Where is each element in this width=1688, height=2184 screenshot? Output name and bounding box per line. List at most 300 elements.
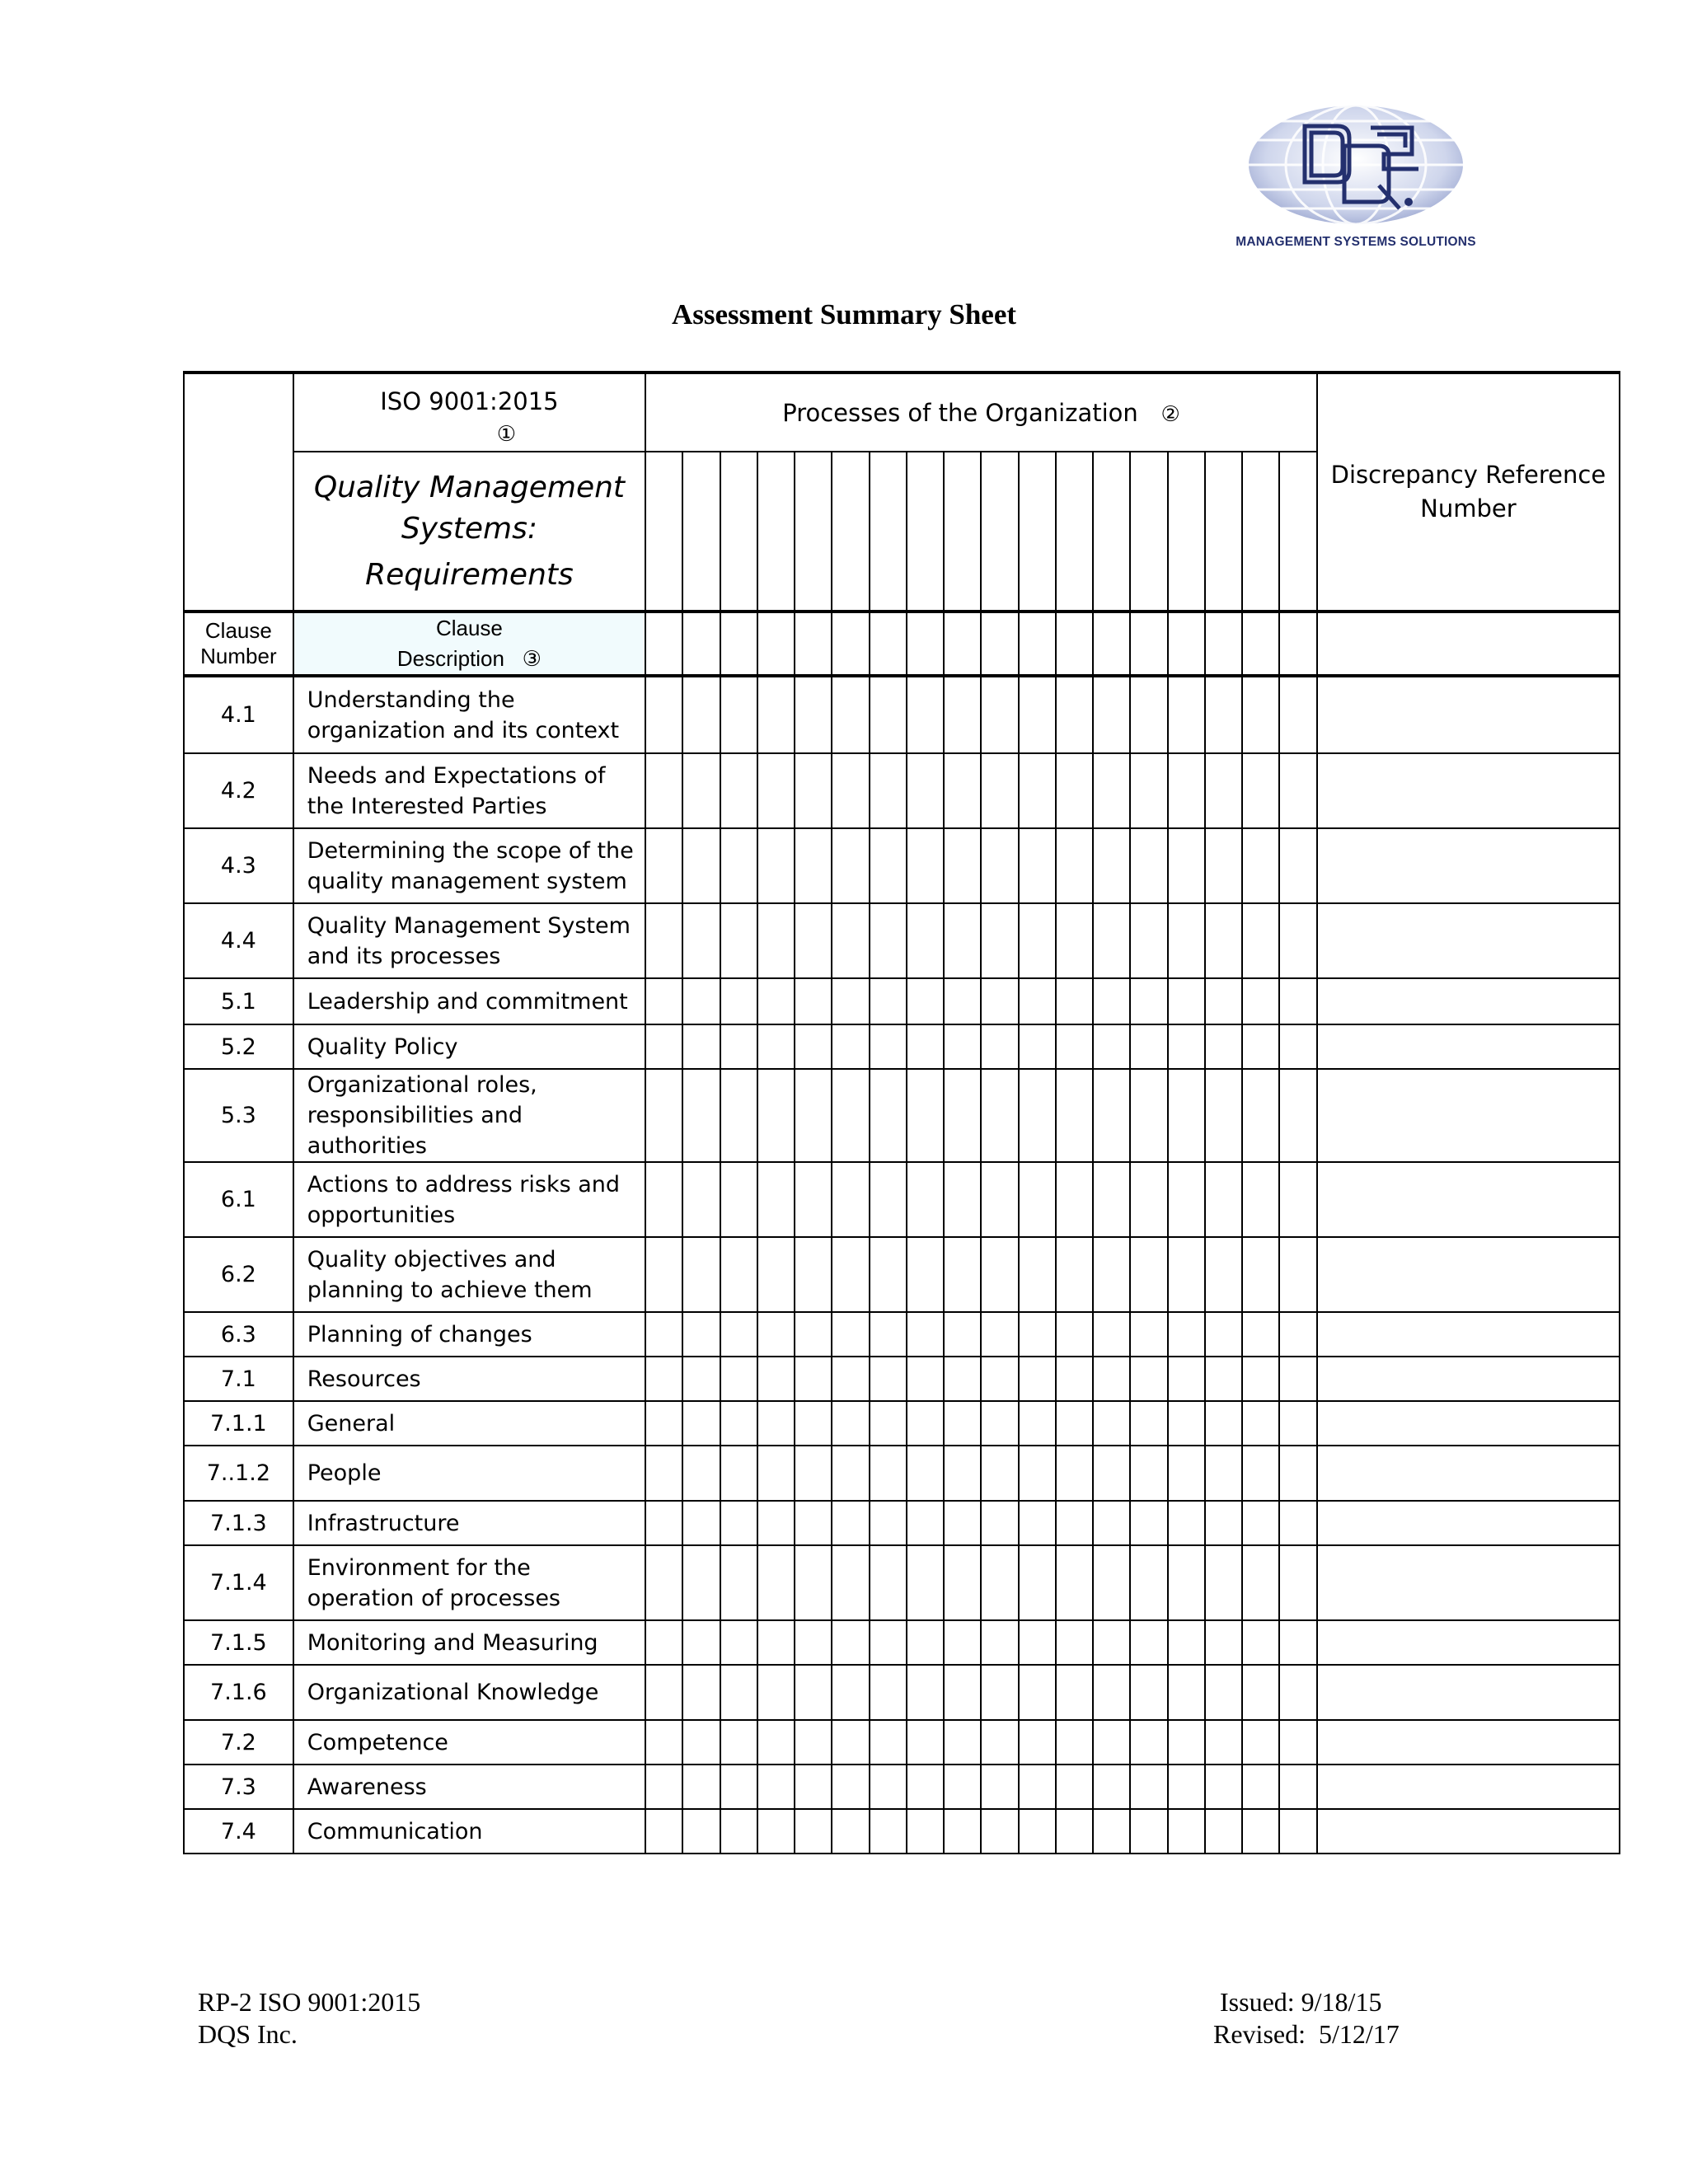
process-check-cell[interactable] <box>682 1237 720 1312</box>
process-check-cell[interactable] <box>1093 1024 1130 1069</box>
process-check-cell[interactable] <box>1019 1620 1056 1665</box>
discrepancy-reference-cell[interactable] <box>1317 1720 1620 1765</box>
process-check-cell[interactable] <box>645 1401 682 1446</box>
process-check-cell[interactable] <box>645 1162 682 1237</box>
process-check-cell[interactable] <box>1242 1024 1279 1069</box>
process-header-cell-11[interactable] <box>1019 612 1056 676</box>
process-check-cell[interactable] <box>1056 828 1093 903</box>
process-check-cell[interactable] <box>682 1720 720 1765</box>
process-check-cell[interactable] <box>1056 1545 1093 1620</box>
process-check-cell[interactable] <box>1019 978 1056 1024</box>
process-check-cell[interactable] <box>795 1765 832 1809</box>
process-check-cell[interactable] <box>1168 1620 1205 1665</box>
process-check-cell[interactable] <box>795 1162 832 1237</box>
process-check-cell[interactable] <box>1279 903 1316 978</box>
process-check-cell[interactable] <box>795 1312 832 1357</box>
process-check-cell[interactable] <box>1130 1357 1167 1401</box>
process-check-cell[interactable] <box>682 1809 720 1854</box>
process-check-cell[interactable] <box>1168 1809 1205 1854</box>
process-check-cell[interactable] <box>832 828 869 903</box>
process-header-cell-1[interactable] <box>645 612 682 676</box>
process-check-cell[interactable] <box>795 1501 832 1545</box>
process-check-cell[interactable] <box>795 978 832 1024</box>
process-check-cell[interactable] <box>907 1024 944 1069</box>
process-check-cell[interactable] <box>870 1237 907 1312</box>
process-check-cell[interactable] <box>720 753 757 828</box>
process-header-cell-17[interactable] <box>1242 612 1279 676</box>
discrepancy-reference-cell[interactable] <box>1317 828 1620 903</box>
process-check-cell[interactable] <box>795 1024 832 1069</box>
process-check-cell[interactable] <box>1279 1720 1316 1765</box>
process-check-cell[interactable] <box>1130 1665 1167 1720</box>
process-check-cell[interactable] <box>720 1401 757 1446</box>
process-check-cell[interactable] <box>1056 1665 1093 1720</box>
process-check-cell[interactable] <box>757 1545 795 1620</box>
process-check-cell[interactable] <box>1168 676 1205 753</box>
process-check-cell[interactable] <box>1242 903 1279 978</box>
process-check-cell[interactable] <box>757 676 795 753</box>
process-check-cell[interactable] <box>1205 1237 1242 1312</box>
process-check-cell[interactable] <box>682 1069 720 1162</box>
process-check-cell[interactable] <box>1093 828 1130 903</box>
process-check-cell[interactable] <box>795 1545 832 1620</box>
process-name-cell-8[interactable] <box>907 452 944 612</box>
process-check-cell[interactable] <box>1093 1312 1130 1357</box>
process-check-cell[interactable] <box>645 1069 682 1162</box>
process-check-cell[interactable] <box>720 1545 757 1620</box>
process-check-cell[interactable] <box>1093 1665 1130 1720</box>
process-header-cell-13[interactable] <box>1093 612 1130 676</box>
process-check-cell[interactable] <box>682 1765 720 1809</box>
process-name-cell-3[interactable] <box>720 452 757 612</box>
process-check-cell[interactable] <box>870 828 907 903</box>
process-check-cell[interactable] <box>1093 1809 1130 1854</box>
process-check-cell[interactable] <box>1056 903 1093 978</box>
process-check-cell[interactable] <box>907 1162 944 1237</box>
process-check-cell[interactable] <box>1205 1501 1242 1545</box>
process-check-cell[interactable] <box>1242 978 1279 1024</box>
process-check-cell[interactable] <box>981 1720 1018 1765</box>
process-check-cell[interactable] <box>645 978 682 1024</box>
process-check-cell[interactable] <box>944 1069 981 1162</box>
process-check-cell[interactable] <box>1242 1809 1279 1854</box>
process-check-cell[interactable] <box>907 676 944 753</box>
process-check-cell[interactable] <box>1019 1765 1056 1809</box>
discrepancy-reference-cell[interactable] <box>1317 1765 1620 1809</box>
process-check-cell[interactable] <box>870 1620 907 1665</box>
process-check-cell[interactable] <box>870 1809 907 1854</box>
process-check-cell[interactable] <box>944 828 981 903</box>
process-check-cell[interactable] <box>720 1069 757 1162</box>
process-header-cell-5[interactable] <box>795 612 832 676</box>
process-check-cell[interactable] <box>1168 1665 1205 1720</box>
process-check-cell[interactable] <box>1130 753 1167 828</box>
process-check-cell[interactable] <box>981 1069 1018 1162</box>
process-check-cell[interactable] <box>1019 676 1056 753</box>
process-name-cell-13[interactable] <box>1093 452 1130 612</box>
process-name-cell-5[interactable] <box>795 452 832 612</box>
process-check-cell[interactable] <box>944 1357 981 1401</box>
process-check-cell[interactable] <box>720 1446 757 1501</box>
process-check-cell[interactable] <box>757 903 795 978</box>
process-check-cell[interactable] <box>1242 1162 1279 1237</box>
process-check-cell[interactable] <box>1205 1809 1242 1854</box>
process-header-cell-16[interactable] <box>1205 612 1242 676</box>
process-check-cell[interactable] <box>795 676 832 753</box>
process-check-cell[interactable] <box>1205 828 1242 903</box>
process-check-cell[interactable] <box>1019 1501 1056 1545</box>
process-check-cell[interactable] <box>1168 1545 1205 1620</box>
process-check-cell[interactable] <box>907 828 944 903</box>
process-check-cell[interactable] <box>1130 1069 1167 1162</box>
process-check-cell[interactable] <box>1242 1237 1279 1312</box>
process-check-cell[interactable] <box>1242 1312 1279 1357</box>
process-name-cell-15[interactable] <box>1168 452 1205 612</box>
process-check-cell[interactable] <box>1019 1069 1056 1162</box>
process-header-cell-6[interactable] <box>832 612 869 676</box>
process-check-cell[interactable] <box>907 1312 944 1357</box>
process-check-cell[interactable] <box>682 1357 720 1401</box>
process-check-cell[interactable] <box>682 1312 720 1357</box>
process-check-cell[interactable] <box>1168 1765 1205 1809</box>
process-check-cell[interactable] <box>1279 1401 1316 1446</box>
process-name-cell-14[interactable] <box>1130 452 1167 612</box>
discrepancy-reference-cell[interactable] <box>1317 1501 1620 1545</box>
process-check-cell[interactable] <box>682 1162 720 1237</box>
process-check-cell[interactable] <box>1093 1401 1130 1446</box>
process-check-cell[interactable] <box>907 1501 944 1545</box>
process-check-cell[interactable] <box>944 1446 981 1501</box>
process-check-cell[interactable] <box>1205 1765 1242 1809</box>
process-check-cell[interactable] <box>1242 1545 1279 1620</box>
process-check-cell[interactable] <box>682 1501 720 1545</box>
process-check-cell[interactable] <box>1168 828 1205 903</box>
process-check-cell[interactable] <box>1279 1237 1316 1312</box>
process-check-cell[interactable] <box>757 753 795 828</box>
process-check-cell[interactable] <box>645 1357 682 1401</box>
process-check-cell[interactable] <box>944 1312 981 1357</box>
process-check-cell[interactable] <box>1130 978 1167 1024</box>
process-check-cell[interactable] <box>757 1162 795 1237</box>
process-header-cell-10[interactable] <box>981 612 1018 676</box>
process-check-cell[interactable] <box>981 676 1018 753</box>
process-check-cell[interactable] <box>757 1765 795 1809</box>
discrepancy-reference-cell[interactable] <box>1317 1620 1620 1665</box>
process-check-cell[interactable] <box>907 1765 944 1809</box>
process-check-cell[interactable] <box>1279 1765 1316 1809</box>
process-check-cell[interactable] <box>682 1620 720 1665</box>
process-check-cell[interactable] <box>870 1312 907 1357</box>
process-check-cell[interactable] <box>1093 753 1130 828</box>
process-check-cell[interactable] <box>1168 1312 1205 1357</box>
process-check-cell[interactable] <box>1168 1501 1205 1545</box>
process-check-cell[interactable] <box>944 1545 981 1620</box>
discrepancy-reference-cell[interactable] <box>1317 1446 1620 1501</box>
process-check-cell[interactable] <box>645 1720 682 1765</box>
process-check-cell[interactable] <box>757 1720 795 1765</box>
process-check-cell[interactable] <box>645 1765 682 1809</box>
process-check-cell[interactable] <box>944 1162 981 1237</box>
process-check-cell[interactable] <box>1130 1501 1167 1545</box>
process-check-cell[interactable] <box>1205 1069 1242 1162</box>
process-check-cell[interactable] <box>1205 1446 1242 1501</box>
process-check-cell[interactable] <box>832 1162 869 1237</box>
process-check-cell[interactable] <box>1279 1501 1316 1545</box>
process-check-cell[interactable] <box>1279 1620 1316 1665</box>
process-check-cell[interactable] <box>1168 1237 1205 1312</box>
process-check-cell[interactable] <box>795 1401 832 1446</box>
process-check-cell[interactable] <box>1056 978 1093 1024</box>
process-check-cell[interactable] <box>832 753 869 828</box>
discrepancy-reference-cell[interactable] <box>1317 1545 1620 1620</box>
process-check-cell[interactable] <box>832 903 869 978</box>
process-check-cell[interactable] <box>907 1357 944 1401</box>
process-check-cell[interactable] <box>1205 1357 1242 1401</box>
process-check-cell[interactable] <box>1093 1545 1130 1620</box>
process-name-cell-6[interactable] <box>832 452 869 612</box>
process-check-cell[interactable] <box>1130 1401 1167 1446</box>
process-check-cell[interactable] <box>1093 676 1130 753</box>
process-check-cell[interactable] <box>682 1024 720 1069</box>
process-header-cell-8[interactable] <box>907 612 944 676</box>
process-check-cell[interactable] <box>944 978 981 1024</box>
process-check-cell[interactable] <box>1279 1024 1316 1069</box>
process-check-cell[interactable] <box>981 1809 1018 1854</box>
process-check-cell[interactable] <box>832 1665 869 1720</box>
process-check-cell[interactable] <box>944 1720 981 1765</box>
process-check-cell[interactable] <box>1205 1620 1242 1665</box>
process-check-cell[interactable] <box>907 1237 944 1312</box>
process-check-cell[interactable] <box>907 753 944 828</box>
process-check-cell[interactable] <box>1205 978 1242 1024</box>
process-check-cell[interactable] <box>907 1665 944 1720</box>
process-check-cell[interactable] <box>1093 1720 1130 1765</box>
process-check-cell[interactable] <box>944 1237 981 1312</box>
discrepancy-reference-cell[interactable] <box>1317 1069 1620 1162</box>
process-check-cell[interactable] <box>870 1665 907 1720</box>
process-check-cell[interactable] <box>981 828 1018 903</box>
process-check-cell[interactable] <box>870 978 907 1024</box>
process-header-cell-18[interactable] <box>1279 612 1316 676</box>
process-check-cell[interactable] <box>1242 1720 1279 1765</box>
process-check-cell[interactable] <box>981 1446 1018 1501</box>
process-check-cell[interactable] <box>1093 1357 1130 1401</box>
process-check-cell[interactable] <box>1279 1312 1316 1357</box>
process-check-cell[interactable] <box>832 1446 869 1501</box>
process-check-cell[interactable] <box>1279 978 1316 1024</box>
process-check-cell[interactable] <box>981 1401 1018 1446</box>
discrepancy-reference-cell[interactable] <box>1317 1024 1620 1069</box>
process-check-cell[interactable] <box>1242 1501 1279 1545</box>
process-check-cell[interactable] <box>1019 1809 1056 1854</box>
process-header-cell-2[interactable] <box>682 612 720 676</box>
process-check-cell[interactable] <box>1056 1024 1093 1069</box>
process-check-cell[interactable] <box>1056 1069 1093 1162</box>
process-check-cell[interactable] <box>1205 676 1242 753</box>
process-check-cell[interactable] <box>1168 1446 1205 1501</box>
process-check-cell[interactable] <box>682 1401 720 1446</box>
process-check-cell[interactable] <box>1019 903 1056 978</box>
process-name-cell-12[interactable] <box>1056 452 1093 612</box>
discrepancy-reference-cell[interactable] <box>1317 978 1620 1024</box>
process-check-cell[interactable] <box>1130 1545 1167 1620</box>
process-header-cell-3[interactable] <box>720 612 757 676</box>
process-check-cell[interactable] <box>832 1545 869 1620</box>
process-check-cell[interactable] <box>757 1237 795 1312</box>
process-check-cell[interactable] <box>870 1501 907 1545</box>
process-check-cell[interactable] <box>1168 753 1205 828</box>
process-check-cell[interactable] <box>1168 1720 1205 1765</box>
process-check-cell[interactable] <box>1205 1545 1242 1620</box>
process-check-cell[interactable] <box>1130 1312 1167 1357</box>
process-check-cell[interactable] <box>1279 828 1316 903</box>
process-check-cell[interactable] <box>1168 978 1205 1024</box>
discrepancy-reference-cell[interactable] <box>1317 1312 1620 1357</box>
process-check-cell[interactable] <box>870 676 907 753</box>
process-check-cell[interactable] <box>1205 903 1242 978</box>
process-check-cell[interactable] <box>1205 1401 1242 1446</box>
process-check-cell[interactable] <box>944 1765 981 1809</box>
process-check-cell[interactable] <box>1279 753 1316 828</box>
process-check-cell[interactable] <box>1056 1809 1093 1854</box>
process-check-cell[interactable] <box>1093 978 1130 1024</box>
process-check-cell[interactable] <box>1205 1024 1242 1069</box>
process-check-cell[interactable] <box>1242 753 1279 828</box>
process-check-cell[interactable] <box>832 1620 869 1665</box>
process-check-cell[interactable] <box>870 1069 907 1162</box>
process-check-cell[interactable] <box>981 1501 1018 1545</box>
process-check-cell[interactable] <box>682 1665 720 1720</box>
process-check-cell[interactable] <box>645 1312 682 1357</box>
process-check-cell[interactable] <box>944 1401 981 1446</box>
process-check-cell[interactable] <box>1130 1237 1167 1312</box>
process-check-cell[interactable] <box>720 903 757 978</box>
process-check-cell[interactable] <box>682 676 720 753</box>
process-check-cell[interactable] <box>1130 676 1167 753</box>
process-check-cell[interactable] <box>832 1401 869 1446</box>
process-check-cell[interactable] <box>645 1024 682 1069</box>
process-check-cell[interactable] <box>1242 1069 1279 1162</box>
process-check-cell[interactable] <box>1093 1162 1130 1237</box>
process-check-cell[interactable] <box>645 1501 682 1545</box>
process-name-cell-10[interactable] <box>981 452 1018 612</box>
process-check-cell[interactable] <box>1019 1237 1056 1312</box>
process-check-cell[interactable] <box>757 1446 795 1501</box>
process-header-cell-7[interactable] <box>870 612 907 676</box>
process-check-cell[interactable] <box>981 1162 1018 1237</box>
process-check-cell[interactable] <box>832 1237 869 1312</box>
process-name-cell-7[interactable] <box>870 452 907 612</box>
process-check-cell[interactable] <box>1056 1357 1093 1401</box>
process-check-cell[interactable] <box>1130 1024 1167 1069</box>
process-name-cell-18[interactable] <box>1279 452 1316 612</box>
process-check-cell[interactable] <box>870 903 907 978</box>
process-check-cell[interactable] <box>1242 1446 1279 1501</box>
process-check-cell[interactable] <box>682 978 720 1024</box>
process-check-cell[interactable] <box>832 1357 869 1401</box>
process-name-cell-17[interactable] <box>1242 452 1279 612</box>
process-check-cell[interactable] <box>757 1620 795 1665</box>
process-check-cell[interactable] <box>870 1545 907 1620</box>
process-check-cell[interactable] <box>720 1720 757 1765</box>
process-header-cell-12[interactable] <box>1056 612 1093 676</box>
process-check-cell[interactable] <box>1056 1401 1093 1446</box>
process-check-cell[interactable] <box>1279 1162 1316 1237</box>
discrepancy-reference-cell[interactable] <box>1317 903 1620 978</box>
process-check-cell[interactable] <box>795 1809 832 1854</box>
process-check-cell[interactable] <box>1242 1765 1279 1809</box>
process-check-cell[interactable] <box>1279 1446 1316 1501</box>
process-check-cell[interactable] <box>1242 828 1279 903</box>
discrepancy-reference-cell[interactable] <box>1317 753 1620 828</box>
process-check-cell[interactable] <box>757 978 795 1024</box>
process-check-cell[interactable] <box>1168 1357 1205 1401</box>
process-check-cell[interactable] <box>1056 1501 1093 1545</box>
process-check-cell[interactable] <box>1019 1162 1056 1237</box>
process-check-cell[interactable] <box>795 828 832 903</box>
process-check-cell[interactable] <box>1056 1312 1093 1357</box>
process-check-cell[interactable] <box>907 1401 944 1446</box>
process-check-cell[interactable] <box>1168 1024 1205 1069</box>
process-check-cell[interactable] <box>1130 1720 1167 1765</box>
process-check-cell[interactable] <box>944 676 981 753</box>
process-header-cell-4[interactable] <box>757 612 795 676</box>
process-check-cell[interactable] <box>757 1501 795 1545</box>
process-check-cell[interactable] <box>1205 1312 1242 1357</box>
process-check-cell[interactable] <box>757 828 795 903</box>
process-check-cell[interactable] <box>795 1237 832 1312</box>
process-check-cell[interactable] <box>757 1809 795 1854</box>
process-check-cell[interactable] <box>1279 1357 1316 1401</box>
process-check-cell[interactable] <box>1093 1069 1130 1162</box>
process-check-cell[interactable] <box>1205 753 1242 828</box>
process-check-cell[interactable] <box>832 1069 869 1162</box>
process-check-cell[interactable] <box>981 1312 1018 1357</box>
process-check-cell[interactable] <box>1279 1069 1316 1162</box>
process-check-cell[interactable] <box>1056 1765 1093 1809</box>
process-check-cell[interactable] <box>1205 1162 1242 1237</box>
process-check-cell[interactable] <box>1019 753 1056 828</box>
process-check-cell[interactable] <box>981 1024 1018 1069</box>
process-check-cell[interactable] <box>682 753 720 828</box>
process-check-cell[interactable] <box>1279 1665 1316 1720</box>
process-check-cell[interactable] <box>1242 1620 1279 1665</box>
process-header-cell-15[interactable] <box>1168 612 1205 676</box>
process-check-cell[interactable] <box>795 1665 832 1720</box>
process-check-cell[interactable] <box>1093 1620 1130 1665</box>
process-check-cell[interactable] <box>720 1162 757 1237</box>
process-check-cell[interactable] <box>720 676 757 753</box>
process-check-cell[interactable] <box>795 753 832 828</box>
process-check-cell[interactable] <box>981 753 1018 828</box>
process-check-cell[interactable] <box>832 1312 869 1357</box>
process-check-cell[interactable] <box>1056 1620 1093 1665</box>
process-check-cell[interactable] <box>944 1665 981 1720</box>
process-check-cell[interactable] <box>645 1545 682 1620</box>
discrepancy-header-cell[interactable] <box>1317 612 1620 676</box>
process-check-cell[interactable] <box>832 1024 869 1069</box>
process-check-cell[interactable] <box>907 1620 944 1665</box>
process-check-cell[interactable] <box>795 1720 832 1765</box>
process-check-cell[interactable] <box>720 978 757 1024</box>
process-name-cell-1[interactable] <box>645 452 682 612</box>
process-check-cell[interactable] <box>981 1237 1018 1312</box>
process-check-cell[interactable] <box>981 1665 1018 1720</box>
process-check-cell[interactable] <box>1056 1720 1093 1765</box>
process-check-cell[interactable] <box>870 1024 907 1069</box>
process-check-cell[interactable] <box>757 1312 795 1357</box>
process-check-cell[interactable] <box>1019 1446 1056 1501</box>
